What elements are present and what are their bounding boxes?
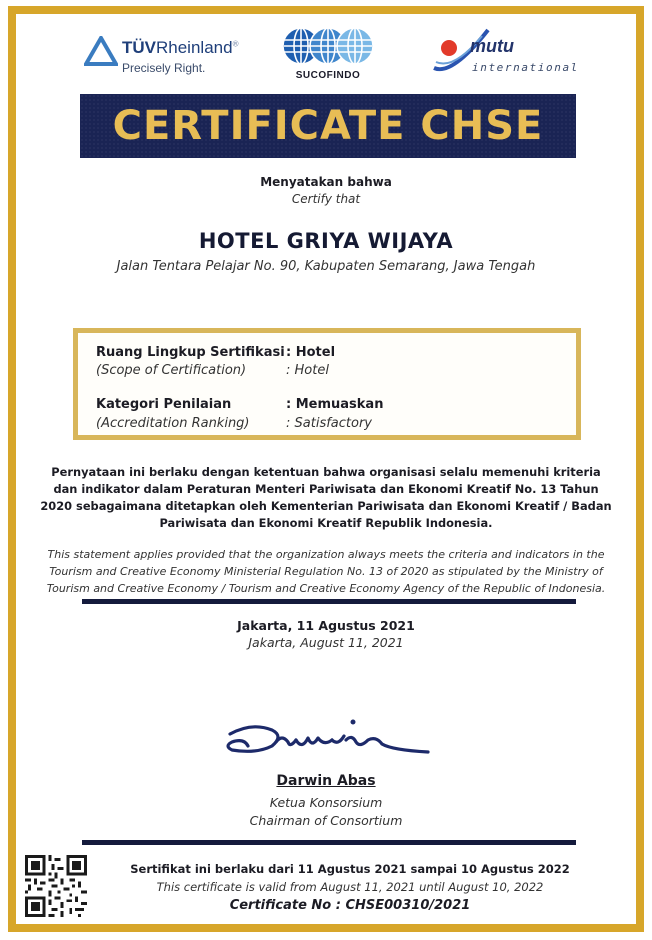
title-banner	[80, 94, 576, 158]
tuv-triangle-icon	[84, 36, 118, 66]
ranking-value-id: : Memuaskan	[286, 397, 384, 412]
intro-text-en: Certify that	[291, 192, 361, 206]
issue-date-en: Jakarta, August 11, 2021	[248, 635, 404, 650]
divider-top	[82, 599, 576, 604]
ranking-value-en: : Satisfactory	[286, 416, 372, 431]
sucofindo-logo	[282, 26, 374, 84]
qr-code[interactable]	[25, 855, 87, 917]
scope-label-id: Ruang Lingkup Sertifikasi	[96, 345, 285, 360]
signatory-role-en: Chairman of Consortium	[249, 813, 403, 828]
certificate-title: CERTIFICATE CHSE	[112, 103, 544, 149]
tuv-rheinland-logo	[84, 34, 254, 80]
divider-bottom	[82, 840, 576, 845]
ranking-label-en: (Accreditation Ranking)	[96, 416, 250, 431]
tuv-tagline: Precisely Right.	[122, 61, 206, 75]
scope-value-id: : Hotel	[286, 345, 336, 360]
intro-text-id: Menyatakan bahwa	[260, 175, 392, 189]
statement-id: Pernyataan ini berlaku dengan ketentuan bahwa organisasi selalu memenuhi kriteria dan indikator dalam Peraturan Menteri Pariwisata dan Ekonomi Kreatif No. 13 Tahun 2020 sebagaimana ditetapkan oleh Kementerian Pariwisata dan Ekonomi Kreatif / Badan Pariwisata dan Ekonomi Kreatif Republik Indonesia.	[40, 465, 612, 530]
signatory-role-id: Ketua Konsorsium	[269, 795, 383, 810]
sucofindo-name: SUCOFINDO	[295, 70, 361, 81]
scope-label-en: (Scope of Certification)	[96, 363, 247, 378]
ranking-label-id: Kategori Penilaian	[96, 397, 232, 412]
validity-text-en: This certificate is valid from August 11, 2021 until August 10, 2022	[156, 880, 544, 894]
globe-icon	[282, 26, 374, 68]
hotel-address: Jalan Tentara Pelajar No. 90, Kabupaten Semarang, Jawa Tengah	[116, 259, 536, 274]
hotel-name: HOTEL GRIYA WIJAYA	[198, 229, 454, 253]
scope-box	[73, 328, 581, 440]
validity-text-id: Sertifikat ini berlaku dari 11 Agustus 2021 sampai 10 Agustus 2022	[130, 862, 570, 876]
mutu-name: mutu	[470, 36, 514, 56]
issue-date-id: Jakarta, 11 Agustus 2021	[237, 618, 415, 633]
scope-value-en: : Hotel	[286, 363, 329, 378]
signature-image	[222, 716, 434, 766]
signatory-name: Darwin Abas	[276, 773, 376, 789]
tuv-name: TÜVRheinland®	[122, 38, 239, 57]
statement-en: This statement applies provided that the organization always meets the criteria and indicators in the Tourism and Creative Economy Ministerial Regulation No. 13 of 2020 as stipulated by the Ministry of Tourism and Creative Economy / Tourism and Creative Economy Agency of the Republic of Indonesia.	[46, 548, 606, 595]
certificate-number: Certificate No : CHSE00310/2021	[229, 898, 471, 913]
mutu-subtitle: international	[472, 61, 579, 74]
mutu-international-logo	[432, 28, 579, 78]
